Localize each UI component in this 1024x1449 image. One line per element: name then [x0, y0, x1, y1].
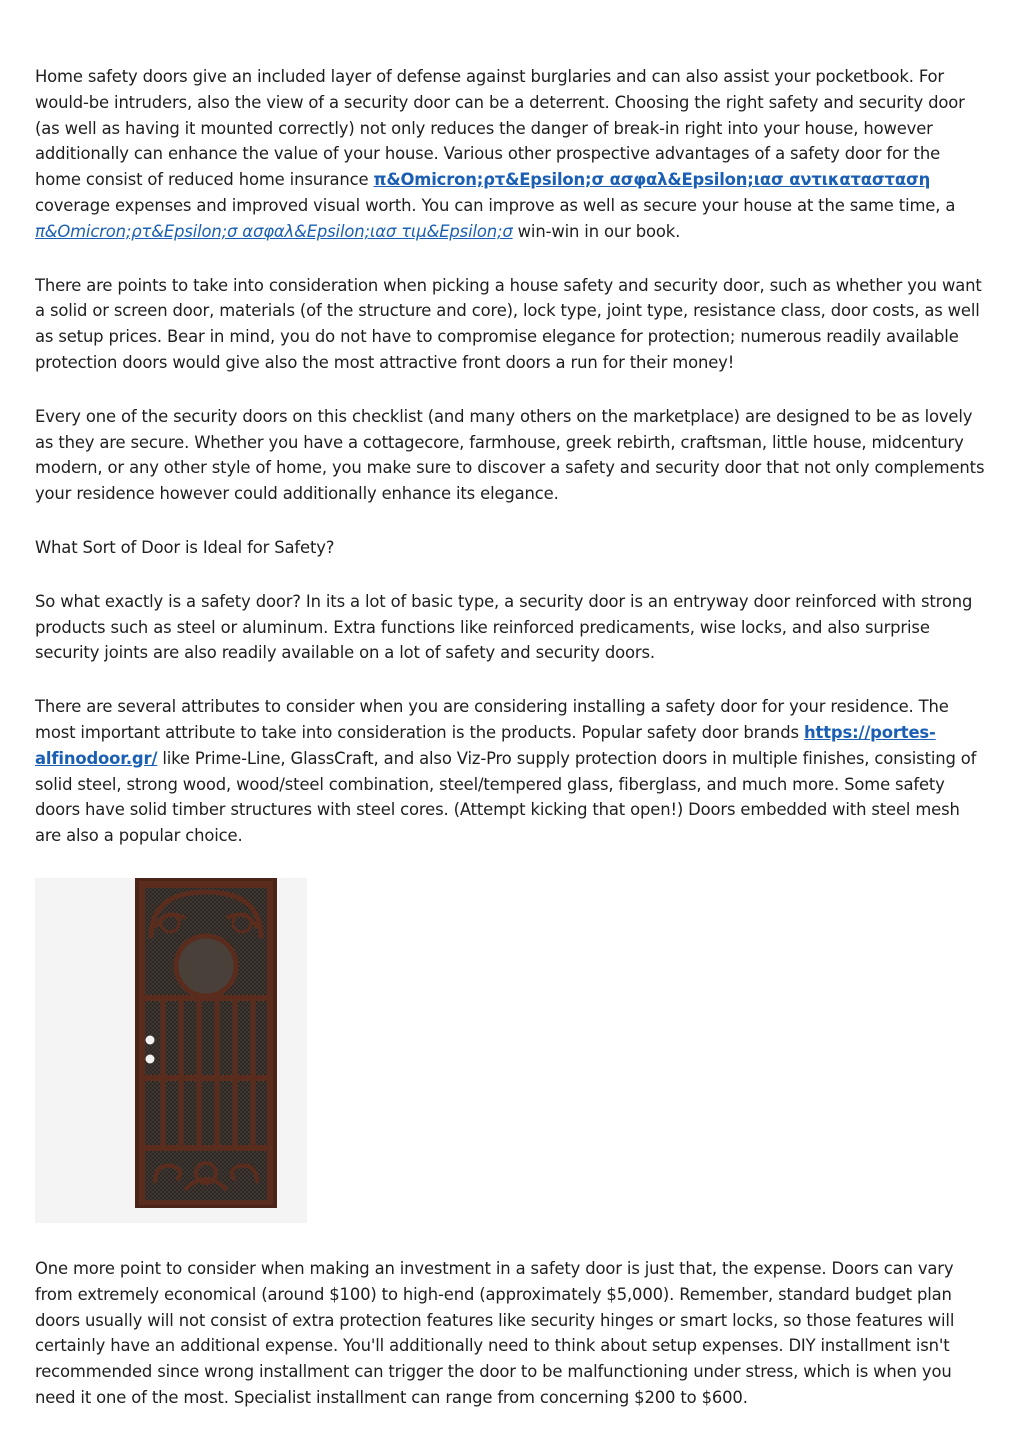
text-span: Home safety doors give an included layer of defense against burglaries and can also assist your pocketbook. For would-be intruders, also the view of a security door can be a deterrent. Choosing the right safety and security door (as well as having it mounted correctly) not only reduces the danger of break-in right into your house, however additionally can enhance the value of your house. Various other prospective advantages of a safety door for the home consist of reduced home insurance	[35, 67, 965, 190]
link-greek-replacement[interactable]: π&Omicron;ρτ&Epsilon;σ ασφαλ&Epsilon;ιασ αντικατασταση	[373, 170, 931, 190]
paragraph-materials	[35, 694, 990, 849]
paragraph-cost: One more point to consider when making an investment in a safety door is just that, the expense. Doors can vary from extremely economical (around $100) to high-end (approximately $5,000). Remember, standard budget plan doors usually will not consist of extra protection features like security hinges or smart locks, so those features will certainly have an additional expense. You'll additionally need to think about setup expenses. DIY installment isn't recommended since wrong installment can trigger the door to be malfunctioning under stress, which is when you need it one of the most. Specialist installment can range from concerning $200 to $600.	[35, 1259, 955, 1407]
paragraph-styles: Every one of the security doors on this checklist (and many others on the marketplace) are designed to be as lovely as they are secure. Whether you have a cottagecore, farmhouse, greek rebirth, craftsman, little house, midcentury modern, or any other style of home, you make sure to discover a safety and security door that not only complements your residence however could additionally enhance its elegance.	[35, 406, 985, 504]
text-span: There are several attributes to consider when you are considering installing a safety door for your residence. The most important attribute to take into consideration is the products. Popular safety door brands	[35, 697, 949, 742]
text-span: win-win in our book.	[512, 221, 681, 241]
security-door-photo	[35, 878, 307, 1223]
section-heading: What Sort of Door is Ideal for Safety?	[35, 537, 335, 557]
door-deadbolt	[146, 1055, 155, 1064]
text-span: like Prime-Line, GlassCraft, and also Viz-Pro supply protection doors in multiple finishes, consisting of solid steel, strong wood, wood/steel combination, steel/tempered glass, fiberglass, and much more. Some safety doors have solid timber structures with steel cores. (Attempt kicking that open!) Doors embedded with steel mesh are also a popular choice.	[35, 748, 977, 846]
paragraph-considerations: There are points to take into consideration when picking a house safety and security door, such as whether you want a solid or screen door, materials (of the structure and core), lock type, joint type, resistance class, door costs, as well as setup prices. Bear in mind, you do not have to compromise elegance for protection; numerous readily available protection doors would give also the most attractive front doors a run for their money!	[35, 275, 982, 372]
door-lock	[146, 1036, 155, 1045]
article-body	[35, 64, 990, 877]
paragraph-intro	[35, 64, 990, 245]
link-greek-prices[interactable]: π&Omicron;ρτ&Epsilon;σ ασφαλ&Epsilon;ιασ τιμ&Epsilon;σ	[35, 221, 513, 241]
text-span: coverage expenses and improved visual worth. You can improve as well as secure your house at the same time, a	[35, 195, 956, 215]
security-door-image	[35, 878, 307, 1223]
paragraph-definition: So what exactly is a safety door? In its a lot of basic type, a security door is an entryway door reinforced with strong products such as steel or aluminum. Extra functions like reinforced predicaments, wise locks, and also surprise security joints are also readily available on a lot of safety and security doors.	[35, 591, 973, 663]
link-portes-alfinodoor[interactable]: https://portes-alfinodoor.gr/	[35, 722, 936, 768]
